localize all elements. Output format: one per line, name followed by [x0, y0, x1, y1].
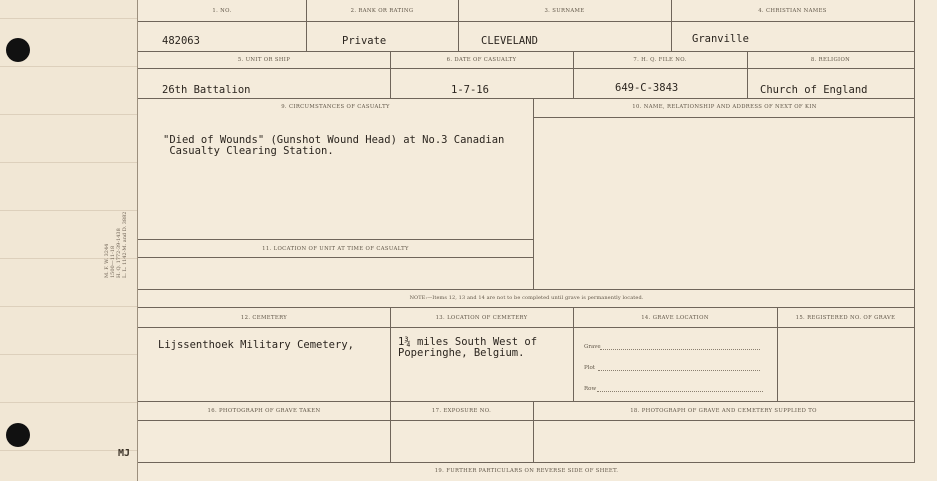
stamp-line: 1500—11-18 — [110, 245, 116, 278]
label-surname: 3. SURNAME — [544, 8, 585, 14]
label-religion: 8. RELIGION — [810, 57, 851, 63]
grid-line — [138, 21, 915, 22]
grid-line — [138, 68, 915, 69]
row-line — [597, 391, 763, 392]
grid-line — [914, 0, 915, 462]
grid-line — [138, 420, 915, 421]
stamp-line: L. L. 1142-M. and D. 3882 — [122, 211, 128, 278]
label-plot: Plot — [584, 365, 595, 371]
label-no: 1. NO. — [212, 8, 232, 14]
margin-rule — [0, 402, 137, 403]
value-surname: CLEVELAND — [481, 35, 538, 47]
value-unit: 26th Battalion — [162, 84, 251, 96]
grid-line — [138, 327, 915, 328]
label-next-of-kin: 10. NAME, RELATIONSHIP AND ADDRESS OF NEXT OF KIN — [632, 104, 817, 110]
grid-line — [138, 257, 533, 258]
margin-rule — [0, 450, 137, 451]
margin-rule — [0, 18, 137, 19]
clerk-initials: MJ — [118, 448, 131, 459]
grid-line — [390, 307, 391, 462]
grid-line — [138, 98, 915, 99]
value-religion: Church of England — [760, 84, 868, 96]
label-grave-location: 14. GRAVE LOCATION — [641, 315, 709, 321]
note-items: NOTE:—Items 12, 13 and 14 are not to be completed until grave is permanently located. — [409, 295, 644, 301]
margin-rule — [0, 162, 137, 163]
label-location-of-unit: 11. LOCATION OF UNIT AT TIME OF CASUALTY — [262, 246, 409, 252]
label-cemetery: 12. CEMETERY — [240, 315, 288, 321]
value-cemetery: Lijssenthoek Military Cemetery, — [158, 339, 354, 351]
label-registered-no: 15. REGISTERED NO. OF GRAVE — [795, 315, 896, 321]
margin-rule — [0, 114, 137, 115]
grid-line — [138, 289, 915, 290]
value-location-of-cemetery: 1¾ miles South West of Poperinghe, Belgium. — [398, 336, 538, 359]
label-grave: Grave — [584, 344, 601, 350]
stamp-line: M. F. W. 3244 — [104, 243, 110, 278]
label-exposure-no: 17. EXPOSURE NO. — [431, 408, 492, 414]
left-margin-strip — [0, 0, 138, 481]
value-hq-file: 649-C-3843 — [615, 82, 679, 94]
value-rank: Private — [342, 35, 387, 47]
label-further-particulars: 19. FURTHER PARTICULARS ON REVERSE SIDE OF SHEET. — [434, 468, 619, 474]
grid-line — [138, 51, 915, 52]
margin-rule — [0, 354, 137, 355]
punch-hole — [6, 38, 30, 62]
label-row: Row — [584, 386, 597, 392]
label-circumstances: 9. CIRCUMSTANCES OF CASUALTY — [281, 104, 390, 110]
grid-line — [138, 401, 915, 402]
label-photograph-supplied: 18. PHOTOGRAPH OF GRAVE AND CEMETERY SUPPLIED TO — [630, 408, 817, 414]
grid-line — [138, 462, 915, 463]
grid-line — [573, 307, 574, 401]
margin-rule — [0, 210, 137, 211]
value-circumstances: "Died of Wounds" (Gunshot Wound Head) at No.3 Canadian Casualty Clearing Station. — [163, 134, 505, 157]
punch-hole — [6, 423, 30, 447]
margin-rule — [0, 306, 137, 307]
label-hq-file: 7. H. Q. FILE NO. — [633, 57, 687, 63]
grave-line — [600, 349, 760, 350]
plot-line — [598, 370, 760, 371]
grid-line — [534, 117, 915, 118]
label-rank: 2. RANK OR RATING — [350, 8, 414, 14]
grid-line — [138, 307, 915, 308]
stamp-line: H. Q. 1772-39-1438 — [116, 228, 122, 278]
label-location-of-cemetery: 13. LOCATION OF CEMETERY — [435, 315, 528, 321]
grid-line — [533, 98, 534, 289]
value-service-number: 482063 — [162, 35, 200, 47]
label-christian-names: 4. CHRISTIAN NAMES — [758, 8, 827, 14]
grid-line — [138, 239, 533, 240]
label-date: 6. DATE OF CASUALTY — [446, 57, 517, 63]
grid-line — [777, 307, 778, 401]
value-date: 1-7-16 — [451, 84, 489, 96]
label-photograph-taken: 16. PHOTOGRAPH OF GRAVE TAKEN — [207, 408, 321, 414]
label-unit: 5. UNIT OR SHIP — [237, 57, 291, 63]
margin-rule — [0, 66, 137, 67]
value-christian-names: Granville — [692, 33, 749, 45]
